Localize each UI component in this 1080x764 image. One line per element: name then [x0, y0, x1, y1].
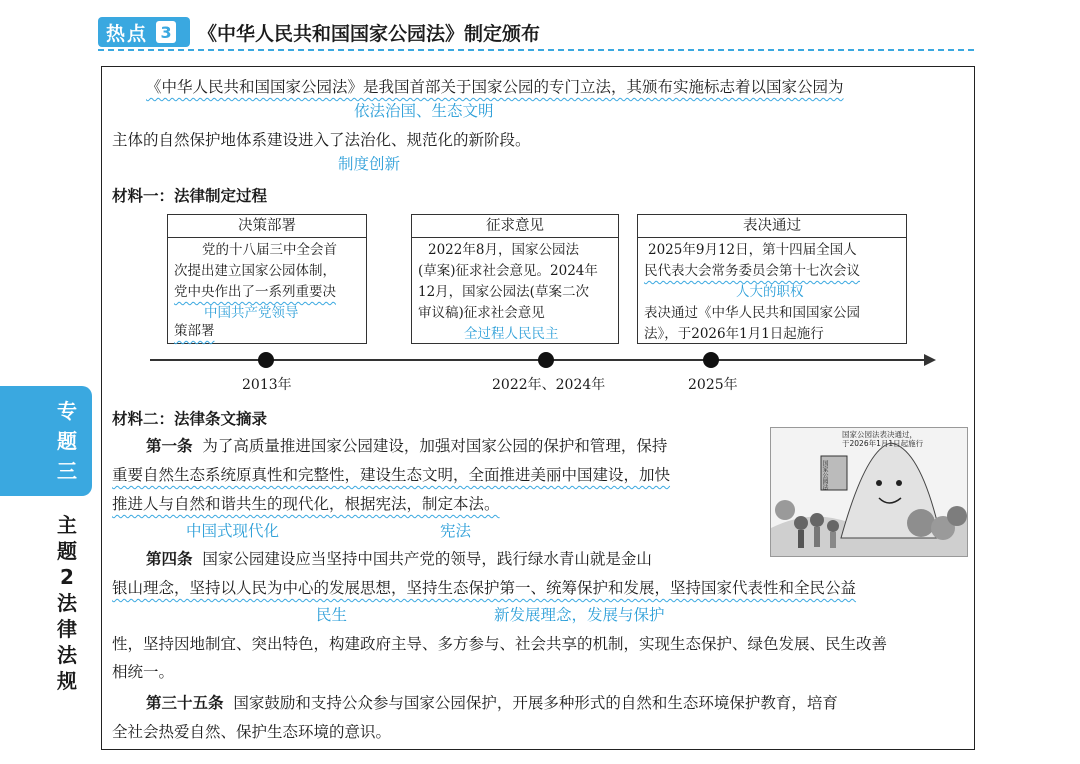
side-tab-char: 题	[57, 429, 77, 453]
intro-note-1: 依法治国、生态文明	[354, 102, 494, 120]
box-line: 表决通过《中华人民共和国国家公园	[644, 305, 860, 321]
timeline-box-title: 征求意见	[412, 215, 618, 238]
timeline-dot	[538, 352, 554, 368]
article-text: 性，坚持因地制宜、突出特色，构建政府主导、多方参与、社会共享的机制，实现生态保护、绿色发展、民生改善	[112, 635, 888, 653]
article-4-note-a: 民生	[316, 606, 348, 624]
box-line: 2022年8月，国家公园法	[428, 242, 579, 258]
article-4-note-b: 新发展理念，发展与保护	[494, 606, 665, 624]
box-line: 审议稿)征求社会意见	[418, 305, 545, 321]
box-note: 中国共产党领导	[204, 305, 299, 321]
article-text: 推进人与自然和谐共生的现代化，根据宪法，制定本法。	[112, 495, 500, 513]
timeline-box-title: 表决通过	[638, 215, 906, 238]
side-tab-char: 三	[57, 459, 77, 483]
article-4-line-3	[112, 632, 887, 654]
caption-line: 国家公园法表决通过，	[842, 430, 917, 439]
article-35-line-1	[146, 691, 838, 713]
caption-line: 于2026年1月1日起施行	[842, 439, 924, 448]
box-line: 党中央作出了一系列重要决	[174, 284, 336, 300]
side-sub-char: 法	[57, 643, 77, 667]
article-1-note-a: 中国式现代化	[186, 522, 280, 540]
side-sub-char: 法	[57, 591, 77, 615]
timeline-box-body	[168, 238, 366, 344]
timeline-year: 2025年	[688, 377, 738, 393]
timeline-box-decision	[167, 214, 367, 344]
side-subtitle	[52, 512, 82, 694]
box-line: 12月，国家公园法(草案二次	[418, 284, 589, 300]
page-title: 《中华人民共和国国家公园法》制定颁布	[198, 23, 541, 45]
article-label: 第四条	[146, 549, 193, 568]
article-4-line-4: 相统一。	[112, 663, 175, 681]
side-sub-char: 2	[60, 565, 74, 589]
article-text: 国家鼓励和支持公众参与国家公园保护，开展多种形式的自然和生态环境保护教育，培育	[233, 694, 838, 712]
article-4-line-2	[112, 576, 856, 598]
article-1-line-3	[112, 492, 500, 514]
box-line: 民代表大会常务委员会第十七次会议	[644, 263, 860, 279]
timeline-box-consultation	[411, 214, 619, 344]
box-line: 2025年9月12日，第十四届全国人	[648, 242, 857, 258]
article-1-line-2: 重要自然生态系统原真性和完整性，建设生态文明，全面推进美丽中国建设，加快	[112, 466, 671, 484]
timeline-dot	[258, 352, 274, 368]
side-sub-char: 题	[57, 539, 77, 563]
side-sub-char: 规	[57, 669, 77, 693]
timeline-dot	[703, 352, 719, 368]
timeline-box-body	[638, 238, 906, 347]
illustration-caption	[842, 430, 923, 448]
box-note: 人大的职权	[736, 284, 804, 300]
article-label: 第三十五条	[146, 693, 224, 712]
timeline-arrow-icon	[924, 354, 936, 366]
box-line: 策部署	[174, 323, 215, 339]
box-line: 次提出建立国家公园体制，	[174, 263, 336, 279]
header-divider	[98, 49, 974, 51]
side-tab-label	[52, 396, 82, 486]
article-label: 第一条	[146, 436, 193, 455]
box-line: (草案)征求社会意见。2024年	[418, 263, 598, 279]
timeline-year: 2022年、2024年	[492, 377, 606, 393]
intro-note-2: 制度创新	[338, 155, 401, 173]
article-text: 国家公园建设应当坚持中国共产党的领导，践行绿水青山就是金山	[202, 550, 652, 568]
hot-topic-number: 3	[156, 21, 176, 43]
material-2-heading: 材料二：法律条文摘录	[112, 410, 268, 428]
timeline-box-vote	[637, 214, 907, 344]
hot-topic-label: 热点	[106, 22, 149, 45]
book-label: 国家公园法	[821, 460, 828, 490]
article-4-line-1	[146, 547, 652, 569]
article-1-note-b: 宪法	[440, 522, 472, 540]
intro-text-1: 《中华人民共和国国家公园法》是我国首部关于国家公园的专门立法，其颁布实施标志着以国家公园为	[146, 78, 844, 96]
timeline-box-body	[412, 238, 618, 347]
intro-line-1	[146, 75, 844, 97]
timeline-year: 2013年	[242, 377, 292, 393]
box-line: 党的十八届三中全会首	[202, 242, 337, 258]
article-text: 银山理念，坚持以人民为中心的发展思想，坚持生态保护第一、统筹保护和发展，坚持国家代表性和全民公益	[112, 579, 857, 597]
side-tab-char: 专	[57, 399, 77, 423]
article-1-line-1	[146, 434, 667, 456]
side-sub-char: 主	[57, 513, 77, 537]
article-35-line-2: 全社会热爱自然、保护生态环境的意识。	[112, 723, 392, 741]
material-1-heading: 材料一：法律制定过程	[112, 187, 268, 205]
article-text: 为了高质量推进国家公园建设，加强对国家公园的保护和管理，保持	[202, 437, 668, 455]
intro-line-2: 主体的自然保护地体系建设进入了法治化、规范化的新阶段。	[112, 131, 531, 149]
timeline-box-title: 决策部署	[168, 215, 366, 238]
box-note: 全过程人民民主	[464, 326, 559, 342]
side-sub-char: 律	[57, 617, 77, 641]
box-line: 法》，于2026年1月1日起施行	[644, 326, 824, 342]
hot-topic-tag	[98, 17, 190, 47]
